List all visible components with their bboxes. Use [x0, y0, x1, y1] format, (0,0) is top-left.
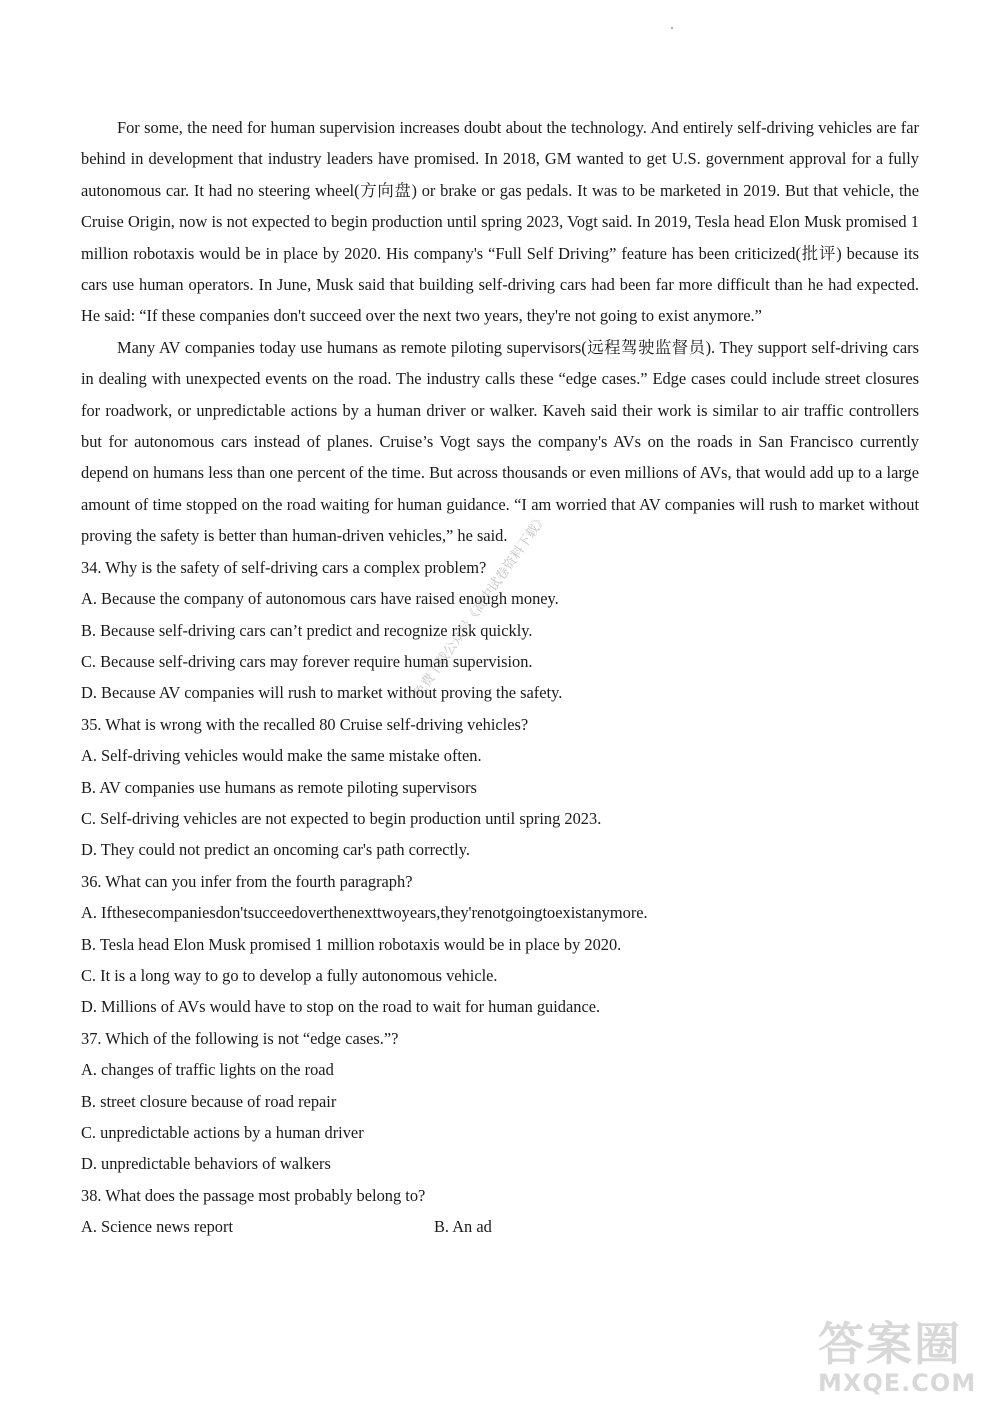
option-d: D. They could not predict an oncoming car's path correctly. — [81, 840, 470, 860]
logo-sub-text: MXQE.COM — [818, 1369, 977, 1397]
option-b: B. Tesla head Elon Musk promised 1 million robotaxis would be in place by 2020. — [81, 934, 622, 954]
option-a: A. Science news report — [81, 1217, 234, 1237]
option-b: B. An ad — [434, 1217, 492, 1237]
paragraph-supervision: For some, the need for human supervision increases doubt about the technology. And entirely self-driving vehicles are far behind in development that industry leaders have promised. In 2018, GM wanted to get U.S. government approval for a fully autonomous car. It had no steering wheel(方向盘) or brake or gas pedals. It was to be marketed in 2019. But that vehicle, the Cruise Origin, now is not expected to begin production until spring 2023, Vogt said. In 2019, Tesla head Elon Musk promised 1 million robotaxis would be in place by 2020. His company's “Full Self Driving” feature has been criticized(批评) because its cars use human operators. In June, Musk said that building self-driving cars had been far more difficult than he had expected. He said: “If these companies don't succeed over the next two years, they're not going to exist anymore.” — [81, 118, 919, 326]
question-stem: 37. Which of the following is not “edge cases.”? — [81, 1028, 399, 1048]
option-b: B. Because self-driving cars can’t predict and recognize risk quickly. — [81, 620, 533, 640]
logo-main-text: 答案圈 — [818, 1317, 962, 1371]
exam-content — [81, 112, 919, 1243]
question-38 — [81, 1180, 919, 1243]
question-stem: 34. Why is the safety of self-driving cars a complex problem? — [81, 557, 487, 577]
question-36 — [81, 866, 919, 1023]
option-d: D. Because AV companies will rush to market without proving the safety. — [81, 683, 563, 703]
paragraph-remote-supervisors: Many AV companies today use humans as remote piloting supervisors(远程驾驶监督员). They support self-driving cars in dealing with unexpected events on the road. The industry calls these “edge cases.” Edge cases could include street closures for roadwork, or unpredictable actions by a human driver or walker. Kaveh said their work is similar to air traffic controllers but for autonomous cars instead of planes. Cruise’s Vogt says the company's AVs on the roads in San Francisco currently depend on humans less than one percent of the time. But across thousands or even millions of AVs, that would add up to a large amount of time stopped on the road waiting for human guidance. “I am worried that AV companies will rush to market without proving the safety is better than human-driven vehicles,” he said. — [81, 337, 919, 546]
option-a: A. changes of traffic lights on the road — [81, 1060, 334, 1080]
option-b: B. AV companies use humans as remote piloting supervisors — [81, 777, 477, 797]
watermark-text: 免费下载公众号《高中试卷资料下载》 — [411, 511, 551, 701]
option-a: A. Self-driving vehicles would make the same mistake often. — [81, 746, 482, 766]
question-stem: 36. What can you infer from the fourth paragraph? — [81, 871, 413, 891]
option-d: D. Millions of AVs would have to stop on the road to wait for human guidance. — [81, 997, 601, 1017]
question-stem: 38. What does the passage most probably belong to? — [81, 1185, 426, 1205]
site-logo — [818, 1318, 978, 1398]
option-row — [81, 1211, 919, 1242]
option-c: C. Self-driving vehicles are not expected to begin production until spring 2023. — [81, 808, 602, 828]
option-c: C. Because self-driving cars may forever require human supervision. — [81, 651, 533, 671]
option-c: C. unpredictable actions by a human driver — [81, 1123, 364, 1142]
option-b: B. street closure because of road repair — [81, 1091, 337, 1111]
scan-dot — [671, 27, 673, 29]
question-34 — [81, 552, 919, 709]
option-c: C. It is a long way to go to develop a fully autonomous vehicle. — [81, 965, 498, 985]
option-d: D. unpredictable behaviors of walkers — [81, 1154, 331, 1174]
option-a: A. Ifthesecompaniesdon'tsucceedoverthenexttwoyears,they'renotgoingtoexistanymore. — [81, 903, 648, 923]
question-37 — [81, 1023, 919, 1180]
option-a: A. Because the company of autonomous cars have raised enough money. — [81, 589, 559, 609]
question-stem: 35. What is wrong with the recalled 80 Cruise self-driving vehicles? — [81, 714, 529, 734]
question-35 — [81, 709, 919, 866]
